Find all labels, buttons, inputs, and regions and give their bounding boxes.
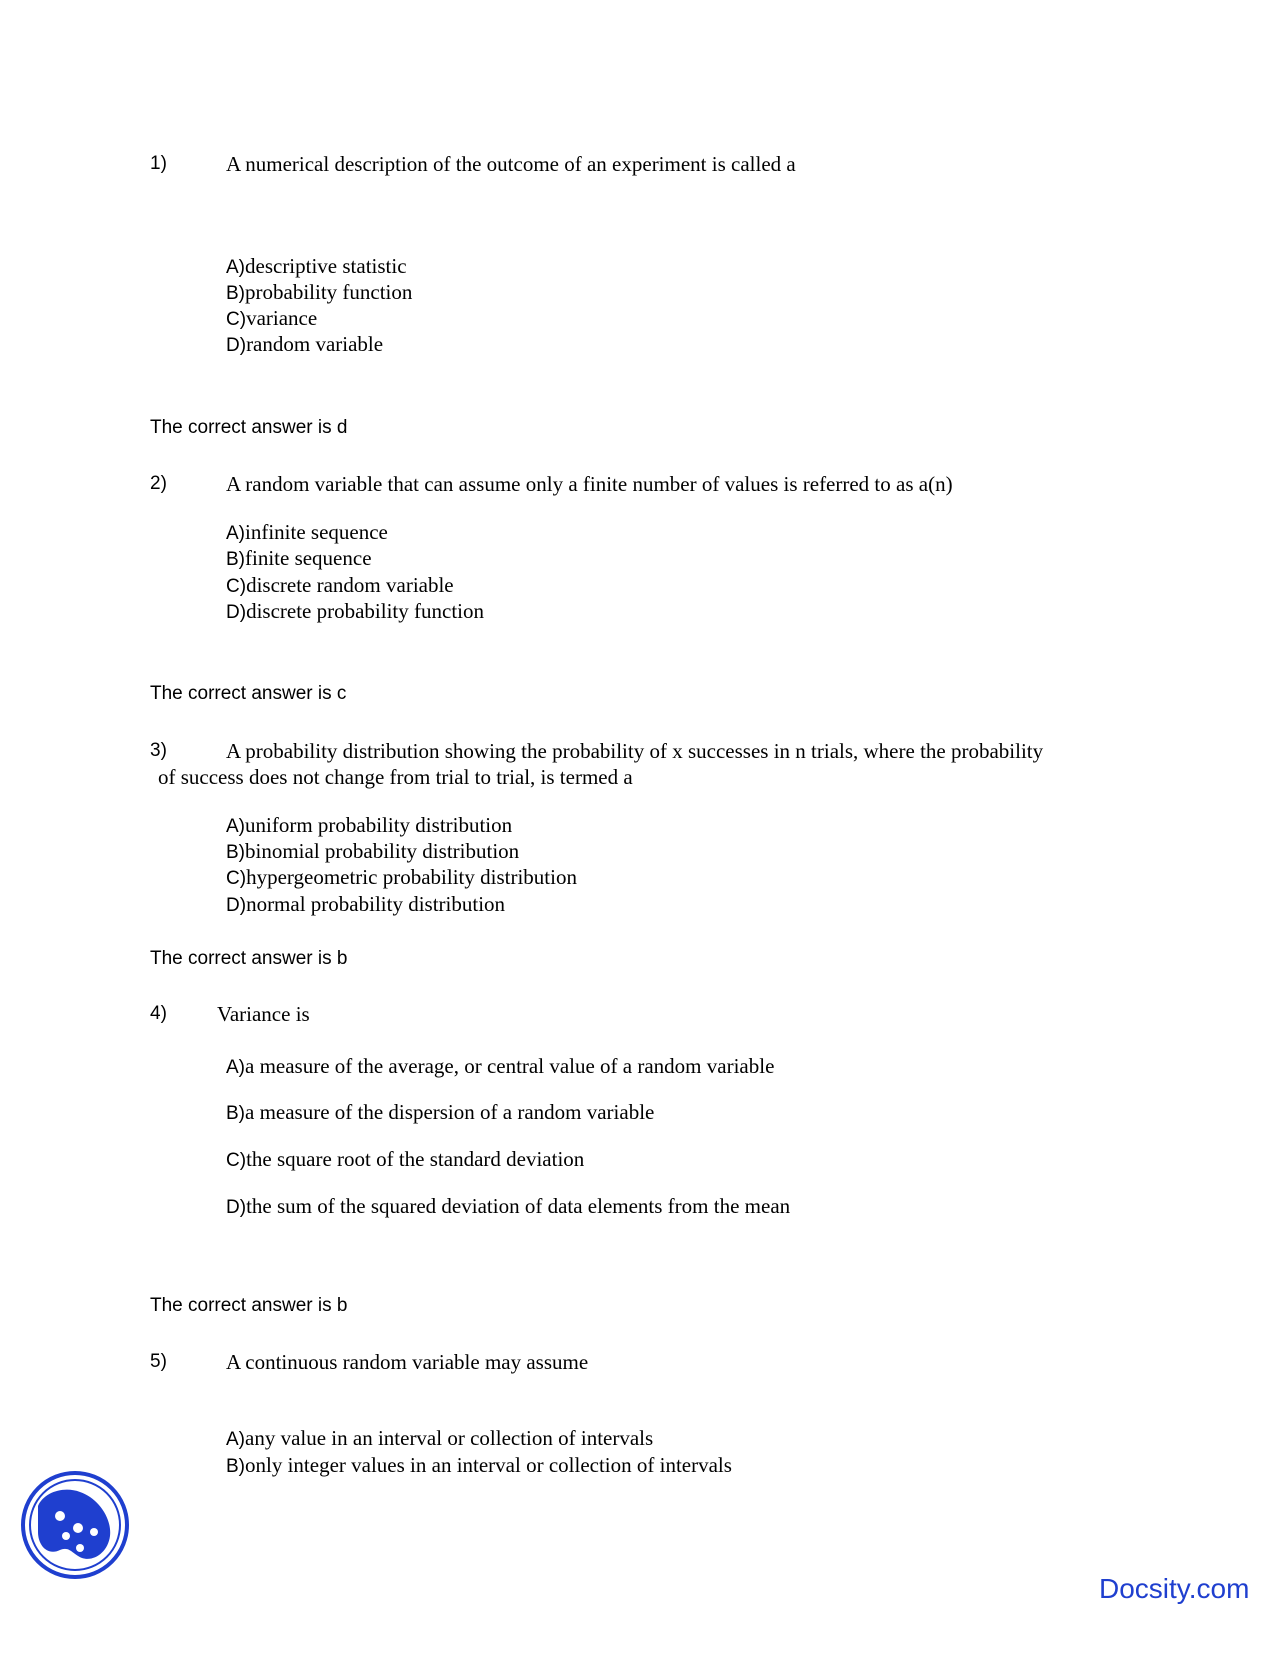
option-text: any value in an interval or collection of intervals	[245, 1426, 654, 1450]
option-letter: B)	[226, 549, 245, 570]
question-number: 4)	[150, 1003, 167, 1024]
option-b	[226, 1100, 654, 1125]
option-letter: C)	[226, 868, 247, 889]
option-letter: A)	[226, 1429, 245, 1450]
option-text: random variable	[246, 332, 384, 356]
option-letter: A)	[226, 816, 245, 837]
option-text: discrete probability function	[246, 599, 484, 623]
option-letter: A)	[226, 257, 245, 278]
question-text: Variance is	[217, 1002, 310, 1026]
option-letter: B)	[226, 1103, 245, 1124]
option-letter: C)	[226, 309, 247, 330]
option-letter: C)	[226, 576, 247, 597]
question-number: 2)	[150, 473, 167, 494]
option-text: the square root of the standard deviation	[246, 1147, 585, 1171]
option-text: probability function	[245, 280, 413, 304]
correct-answer: The correct answer is d	[150, 417, 348, 438]
question-text: A continuous random variable may assume	[226, 1350, 589, 1374]
option-d	[226, 332, 383, 357]
logo-graphic	[20, 1470, 130, 1580]
option-letter: D)	[226, 895, 247, 916]
correct-answer: The correct answer is c	[150, 683, 347, 704]
option-text: the sum of the squared deviation of data elements from the mean	[246, 1194, 791, 1218]
correct-answer: The correct answer is b	[150, 948, 348, 969]
option-a	[226, 254, 407, 279]
option-text: infinite sequence	[245, 520, 388, 544]
option-a	[226, 1426, 653, 1451]
option-b	[226, 1453, 732, 1478]
option-d	[226, 892, 505, 917]
option-letter: D)	[226, 602, 247, 623]
option-letter: B)	[226, 283, 245, 304]
option-text: only integer values in an interval or collection of intervals	[245, 1453, 732, 1477]
option-a	[226, 1054, 774, 1079]
option-text: binomial probability distribution	[245, 839, 520, 863]
option-letter: D)	[226, 1197, 247, 1218]
option-letter: B)	[226, 842, 245, 863]
option-d	[226, 1194, 790, 1219]
option-text: finite sequence	[245, 546, 372, 570]
option-d	[226, 599, 484, 624]
option-letter: A)	[226, 1057, 245, 1078]
option-letter: A)	[226, 523, 245, 544]
option-b	[226, 280, 412, 305]
question-text: A numerical description of the outcome of an experiment is called a	[226, 152, 796, 176]
option-letter: C)	[226, 1150, 247, 1171]
option-text: discrete random variable	[246, 573, 454, 597]
option-b	[226, 546, 372, 571]
option-a	[226, 813, 512, 838]
option-a	[226, 520, 388, 545]
option-text: a measure of the average, or central value of a random variable	[245, 1054, 775, 1078]
question-number: 1)	[150, 153, 167, 174]
question-number: 3)	[150, 740, 167, 761]
question-text: A random variable that can assume only a finite number of values is referred to as a(n)	[226, 472, 953, 496]
option-text: normal probability distribution	[246, 892, 506, 916]
docsity-logo-icon[interactable]	[20, 1470, 130, 1580]
option-c	[226, 1147, 584, 1172]
option-b	[226, 839, 519, 864]
question-number: 5)	[150, 1351, 167, 1372]
correct-answer: The correct answer is b	[150, 1295, 348, 1316]
option-letter: B)	[226, 1456, 245, 1477]
option-letter: D)	[226, 335, 247, 356]
option-text: a measure of the dispersion of a random variable	[245, 1100, 655, 1124]
option-text: hypergeometric probability distribution	[246, 865, 577, 889]
option-text: variance	[246, 306, 318, 330]
docsity-brand-link[interactable]: Docsity.com	[1099, 1573, 1250, 1604]
option-text: uniform probability distribution	[245, 813, 513, 837]
option-text: descriptive statistic	[245, 254, 407, 278]
option-c	[226, 306, 317, 331]
question-text-continued: of success does not change from trial to trial, is termed a	[158, 765, 633, 789]
question-text: A probability distribution showing the probability of x successes in n trials, where the probability	[226, 739, 1044, 763]
option-c	[226, 573, 454, 598]
option-c	[226, 865, 577, 890]
